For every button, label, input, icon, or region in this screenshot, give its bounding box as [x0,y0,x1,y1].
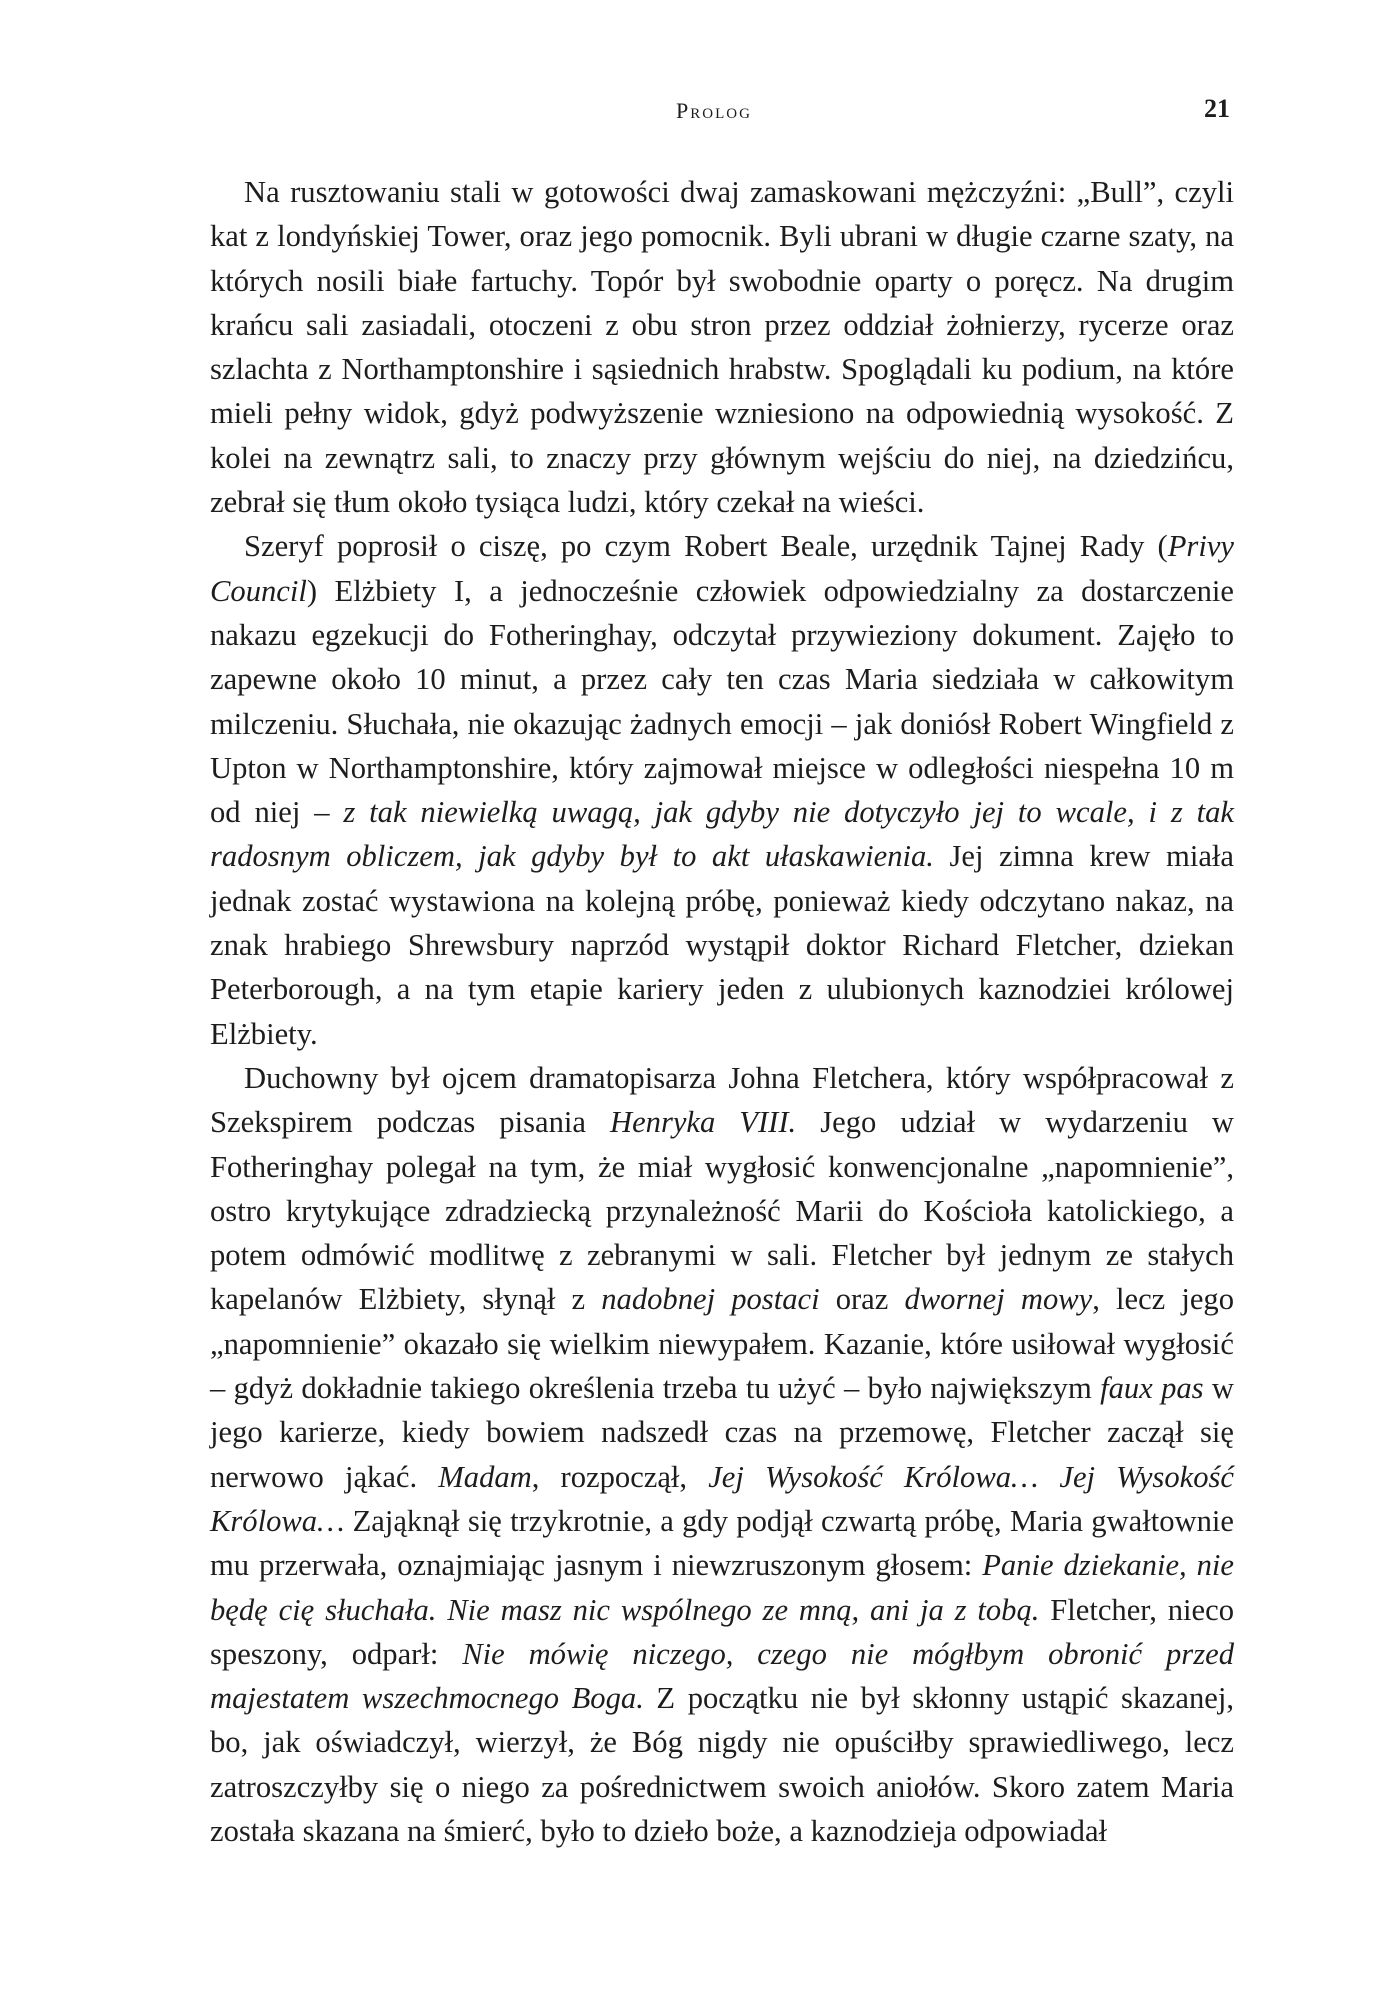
italic-phrase: dwornej mowy [904,1282,1093,1317]
text-run: Duchowny był ojcem dramatopisarza Johna Fletchera, który współpracował z Szekspirem podczas pisania [210,1060,1234,1140]
text-run: Szeryf poprosił o ciszę, po czym Robert Beale, urzędnik Tajnej Rady ( [244,529,1168,564]
text-run: w jego karierze, kiedy bowiem nadszedł czas na przemowę, Fletcher zaczął się nerwowo jąkać. [210,1371,1234,1494]
italic-phrase: nadobnej postaci [601,1282,820,1317]
text-run: oraz [819,1282,905,1317]
body-text [210,170,1234,1853]
text-run: , rozpoczął, [531,1459,709,1494]
text-run: Jego udział w wydarzeniu w Fotheringhay polegał na tym, że miał wygłosić konwencjonalne „napomnienie”, ostro krytykujące zdradziecką przynależność Marii do Kościoła katolickiego, a potem odmówić modlitwę z zebranymi w sali. Fletcher był jednym ze stałych kapelanów Elżbiety, słynął z [210,1105,1234,1317]
text-run: Na rusztowaniu stali w gotowości dwaj zamaskowani mężczyźni: „Bull”, czyli kat z londyńskiej Tower, oraz jego pomocnik. Byli ubrani w długie czarne szaty, na których nosili białe fartuchy. Topór był swobodnie oparty o poręcz. Na drugim krańcu sali zasiadali, otoczeni z obu stron przez oddział żołnierzy, rycerze oraz szlachta z Northamptonshire i sąsiednich hrabstw. Spoglądali ku podium, na które mieli pełny widok, gdyż podwyższenie wzniesiono na odpowiednią wysokość. Z kolei na zewnątrz sali, to znaczy przy głównym wejściu do niej, na dziedzińcu, zebrał się tłum około tysiąca ludzi, który czekał na wieści. [210,175,1234,520]
text-run: ) Elżbiety I, a jednocześnie człowiek odpowiedzialny za dostarczenie nakazu egzekucji do Fotheringhay, odczytał przywieziony dokument. Zajęło to zapewne około 10 minut, a przez cały ten czas Maria siedziała w całkowitym milczeniu. Słuchała, nie okazując żadnych emocji – jak doniósł Robert Wingfield z Upton w Northamptonshire, który zajmował miejsce w odległości niespełna 10 m od niej – [210,573,1234,830]
italic-phrase: z tak niewielką uwagą, jak gdyby nie dotyczyło jej to wcale, i z tak radosnym obliczem, jak gdyby był to akt ułaskawienia. [210,795,1234,874]
chapter-title: Prolog [676,98,752,123]
italic-phrase: Nie mówię niczego, czego nie mógłbym obronić przed majestatem wszechmocnego Boga. [210,1636,1234,1716]
italic-phrase: Jej Wysokość Królowa… Jej Wysokość Królowa… [210,1459,1234,1538]
paragraph-1 [210,170,1234,524]
italic-phrase: faux pas [1100,1371,1204,1406]
italic-phrase: Privy Council [210,529,1234,608]
text-run: Zająknął się trzykrotnie, a gdy podjął czwartą próbę, Maria gwałtownie mu przerwała, oznajmiając jasnym i niewzruszonym głosem: [210,1503,1234,1583]
paragraph-2 [210,524,1234,1056]
paragraph-3 [210,1056,1234,1853]
italic-phrase: Henryka VIII. [609,1105,797,1140]
running-head [0,94,1400,138]
text-run: Z początku nie był skłonny ustąpić skazanej, bo, jak oświadczył, wierzył, że Bóg nigdy nie opuściłby sprawiedliwego, lecz zatroszczyłby się o niego za pośrednictwem swoich aniołów. Skoro zatem Maria została skazana na śmierć, było to dzieło boże, a kaznodzieja odpowiadał [210,1681,1234,1848]
italic-phrase: Panie dziekanie, nie będę cię słuchała. Nie masz nic wspólnego ze mną, ani ja z tobą. [210,1548,1234,1627]
text-run: Fletcher, nieco speszony, odparł: [210,1592,1234,1671]
italic-phrase: Madam [438,1459,532,1494]
text-run: , lecz jego „napomnienie” okazało się wielkim niewypałem. Kazanie, które usiłował wygłosić – gdyż dokładnie takiego określenia trzeba tu użyć – było największym [210,1282,1235,1406]
page-number: 21 [1204,94,1230,123]
text-run: Jej zimna krew miała jednak zostać wystawiona na kolejną próbę, ponieważ kiedy odczytano nakaz, na znak hrabiego Shrewsbury naprzód wystąpił doktor Richard Fletcher, dziekan Peterborough, a na tym etapie kariery jeden z ulubionych kaznodziei królowej Elżbiety. [210,839,1234,1051]
